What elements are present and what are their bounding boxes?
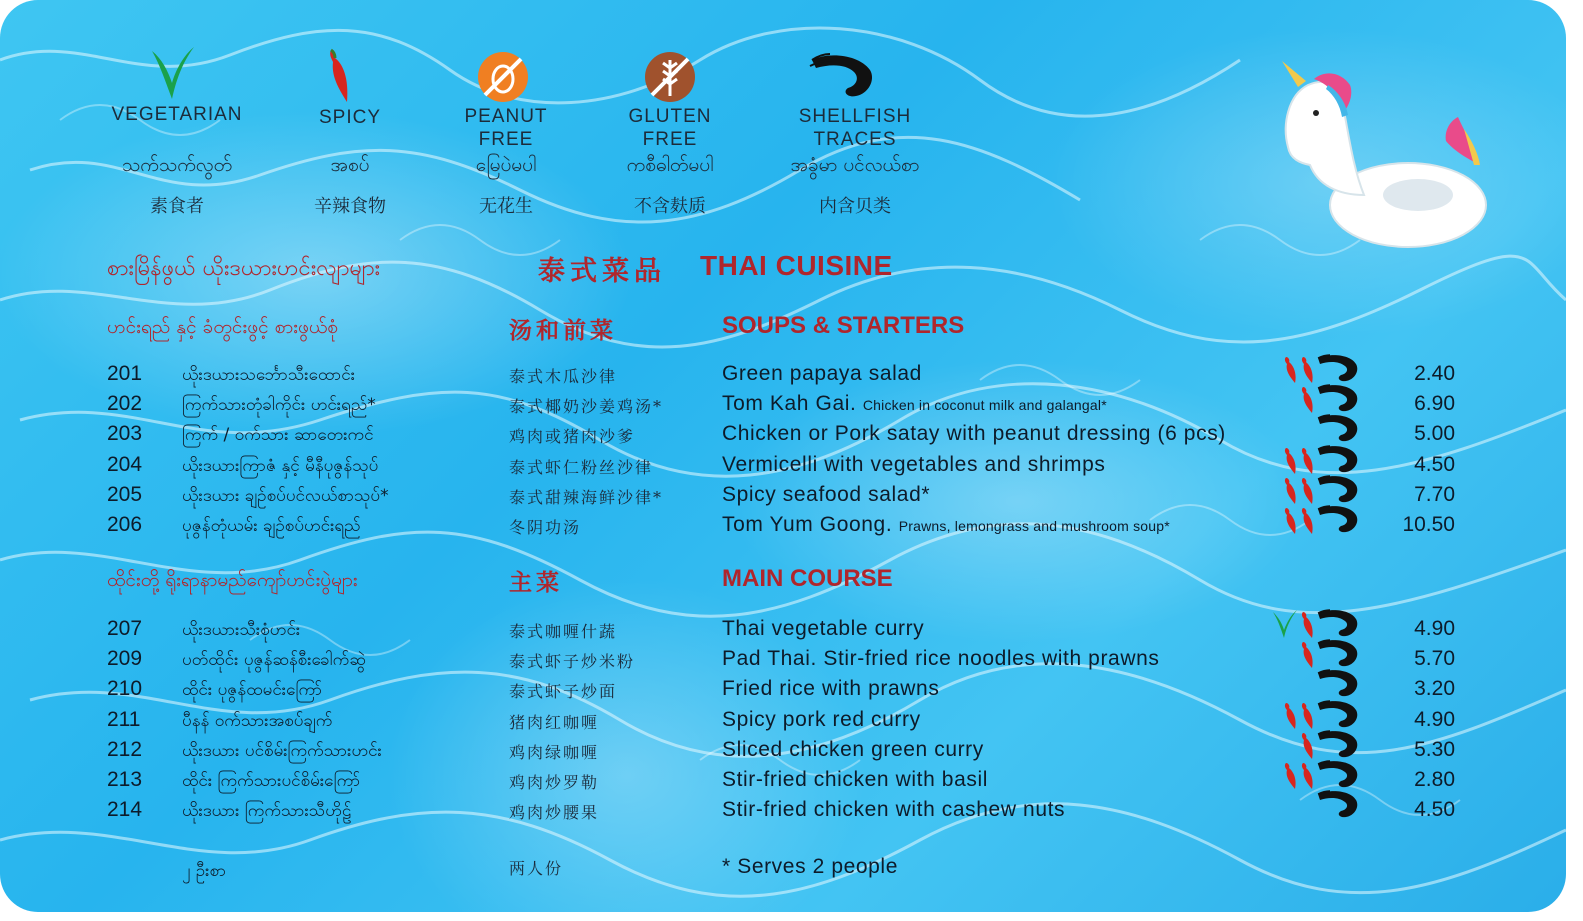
item-name-text: Tom Kah Gai. bbox=[722, 392, 857, 416]
item-name-chinese: 泰式虾子炒米粉 bbox=[509, 652, 636, 672]
legend-vegetarian-burmese: သက်သက်လွတ် bbox=[121, 154, 233, 176]
item-number: 202 bbox=[107, 392, 143, 416]
shrimp-icon bbox=[1316, 505, 1360, 535]
item-name bbox=[722, 677, 939, 701]
legend-shellfish-label: SHELLFISH TRACES bbox=[798, 106, 912, 150]
legend-gluten-free-chinese: 不含麸质 bbox=[634, 196, 706, 217]
footnote: * Serves 2 people bbox=[722, 855, 898, 878]
shrimp-icon bbox=[808, 52, 876, 102]
item-name bbox=[722, 392, 1107, 416]
item-name-burmese: ယိုးဒယားသီးစုံဟင်း bbox=[182, 620, 301, 640]
item-price: 5.70 bbox=[1414, 647, 1455, 671]
soups-heading-burmese: ဟင်းရည် နှင့် ခံတွင်းဖွင့် စားဖွယ်စုံ bbox=[107, 316, 338, 338]
item-name-text: Vermicelli with vegetables and shrimps bbox=[722, 452, 1106, 476]
unicorn-float-illustration bbox=[1268, 55, 1493, 250]
cuisine-title-chinese: 泰式菜品 bbox=[538, 256, 666, 287]
footnote-burmese: ၂ ဦးစာ bbox=[182, 861, 227, 881]
legend-gluten-free-label: GLUTEN FREE bbox=[628, 106, 712, 150]
item-name-chinese: 泰式甜辣海鲜沙律* bbox=[509, 487, 664, 507]
dietary-icons bbox=[1240, 635, 1360, 669]
item-description: Prawns, lemongrass and mushroom soup* bbox=[898, 518, 1170, 534]
item-name-chinese: 鸡肉炒腰果 bbox=[509, 803, 600, 823]
mains-heading-chinese: 主菜 bbox=[509, 569, 563, 596]
legend-spicy-chinese: 辛辣食物 bbox=[314, 196, 386, 217]
legend-vegetarian-chinese: 素食者 bbox=[150, 196, 204, 217]
item-name bbox=[722, 798, 1065, 822]
item-name-chinese: 鸡肉绿咖喱 bbox=[509, 742, 600, 762]
item-name-burmese: ထိုင်း ပုဇွန်ထမင်းကြော် bbox=[182, 680, 323, 701]
item-name-text: Sliced chicken green curry bbox=[722, 737, 984, 761]
item-name-chinese: 泰式虾子炒面 bbox=[509, 682, 618, 702]
item-number: 210 bbox=[107, 677, 143, 701]
item-name-text: Stir-fried chicken with basil bbox=[722, 768, 988, 791]
item-name-burmese: ထိုင်း ကြက်သားပင်စိမ်းကြော် bbox=[182, 771, 361, 791]
dietary-icons bbox=[1240, 501, 1360, 535]
soups-heading-chinese: 汤和前菜 bbox=[509, 317, 617, 344]
dietary-icons bbox=[1240, 471, 1360, 505]
item-number: 204 bbox=[107, 452, 143, 476]
dietary-icons bbox=[1240, 441, 1360, 475]
item-price: 4.90 bbox=[1414, 617, 1455, 640]
legend-peanut-free-chinese: 无花生 bbox=[479, 196, 533, 217]
item-price: 2.80 bbox=[1414, 768, 1455, 791]
item-name-text: Spicy pork red curry bbox=[722, 707, 921, 731]
item-name-chinese: 泰式咖喱什蔬 bbox=[509, 622, 618, 641]
item-name-chinese: 泰式木瓜沙律 bbox=[509, 367, 618, 386]
item-price: 6.90 bbox=[1414, 392, 1455, 416]
item-name-burmese: ယိုးဒယားသင်္ဘောသီးထောင်း bbox=[182, 365, 356, 385]
item-name bbox=[722, 513, 1170, 537]
item-name-burmese: ယိုးဒယား ပင်စိမ်းကြက်သားဟင်း bbox=[182, 740, 382, 761]
item-name bbox=[722, 708, 921, 732]
item-name-burmese: ပီနန် ဝက်သားအစပ်ချက် bbox=[182, 710, 333, 731]
item-number: 206 bbox=[107, 513, 143, 536]
cuisine-title-burmese: စားမြိန်ဖွယ် ယိုးဒယားဟင်းလျာများ bbox=[107, 256, 381, 281]
dietary-icons bbox=[1240, 410, 1360, 444]
item-price: 3.20 bbox=[1414, 677, 1455, 701]
item-number: 209 bbox=[107, 647, 143, 671]
item-number: 201 bbox=[107, 362, 143, 385]
item-price: 4.50 bbox=[1414, 798, 1455, 822]
item-name-chinese: 冬阴功汤 bbox=[509, 518, 582, 537]
legend-shellfish-chinese: 内含贝类 bbox=[819, 196, 891, 217]
item-price: 10.50 bbox=[1402, 513, 1455, 536]
chili-pepper-icon bbox=[325, 48, 355, 104]
item-name-text: Tom Yum Goong. bbox=[722, 513, 893, 536]
item-name-chinese: 泰式椰奶沙姜鸡汤* bbox=[509, 397, 664, 417]
item-name-text: Spicy seafood salad* bbox=[722, 482, 931, 506]
item-description: Chicken in coconut milk and galangal* bbox=[862, 397, 1107, 414]
chili-pepper-icon bbox=[1299, 507, 1315, 535]
chili-pepper-icon bbox=[1282, 507, 1298, 535]
mains-heading-burmese: ထိုင်းတို့ ရိုးရာနာမည်ကျော်ဟင်းပွဲများ bbox=[107, 569, 358, 591]
soups-heading: SOUPS & STARTERS bbox=[722, 312, 965, 339]
dietary-icons bbox=[1240, 726, 1360, 760]
item-number: 212 bbox=[107, 737, 143, 761]
dietary-icons bbox=[1240, 696, 1360, 730]
legend-spicy-label: SPICY bbox=[318, 107, 382, 128]
dietary-icons bbox=[1240, 380, 1360, 414]
item-name bbox=[722, 768, 988, 792]
item-number: 207 bbox=[107, 617, 143, 640]
legend-vegetarian-label: VEGETARIAN bbox=[111, 104, 243, 125]
item-name-burmese: ပုဇွန်တုံယမ်း ချဉ်စပ်ဟင်းရည် bbox=[182, 516, 361, 536]
item-number: 203 bbox=[107, 422, 143, 446]
legend-peanut-free-burmese: မြေပဲမပါ bbox=[475, 154, 537, 176]
dietary-icons bbox=[1240, 756, 1360, 790]
item-price: 4.50 bbox=[1414, 452, 1455, 476]
item-name-text: Pad Thai. Stir-fried rice noodles with prawns bbox=[722, 647, 1160, 671]
item-price: 2.40 bbox=[1414, 362, 1455, 385]
item-name bbox=[722, 453, 1105, 477]
legend-spicy-burmese: အစပ် bbox=[330, 154, 370, 176]
item-name bbox=[722, 647, 1159, 671]
legend-shellfish-burmese: အခွံမာ ပင်လယ်စာ bbox=[790, 154, 920, 176]
no-peanut-icon bbox=[476, 50, 530, 104]
item-name-chinese: 鸡肉炒罗勒 bbox=[509, 773, 600, 792]
item-number: 214 bbox=[107, 798, 143, 822]
item-price: 7.70 bbox=[1414, 482, 1455, 506]
mains-heading: MAIN COURSE bbox=[722, 565, 893, 592]
item-price: 4.90 bbox=[1414, 707, 1455, 731]
item-price: 5.00 bbox=[1414, 422, 1455, 446]
item-name bbox=[722, 362, 922, 386]
item-number: 211 bbox=[107, 707, 141, 731]
item-name-text: Green papaya salad bbox=[722, 362, 922, 385]
item-price: 5.30 bbox=[1414, 737, 1455, 761]
dietary-icons bbox=[1240, 605, 1360, 639]
item-name-text: Thai vegetable curry bbox=[722, 617, 925, 640]
item-name-text: Chicken or Pork satay with peanut dressing (6 pcs) bbox=[722, 422, 1226, 446]
cuisine-title: THAI CUISINE bbox=[700, 250, 893, 281]
legend-peanut-free-label: PEANUT FREE bbox=[464, 106, 548, 150]
item-name-burmese: ကြက်သားတုံခါကိုင်း ဟင်းရည်* bbox=[182, 395, 376, 416]
legend-gluten-free-burmese: ကစီဓါတ်မပါ bbox=[626, 154, 714, 176]
item-name-chinese: 猪肉红咖喱 bbox=[509, 712, 600, 732]
footnote-chinese: 两人份 bbox=[509, 859, 564, 878]
item-name-burmese: ယိုးဒယား ကြက်သားသီဟိုဠ် bbox=[182, 801, 352, 822]
item-name-chinese: 鸡肉或猪肉沙爹 bbox=[509, 427, 636, 447]
item-number: 205 bbox=[107, 482, 143, 506]
item-name-burmese: ပတ်ထိုင်း ပုဇွန်ဆန်စီးခေါက်ဆွဲ bbox=[182, 650, 366, 671]
vegetarian-leaf-icon bbox=[150, 45, 196, 101]
dietary-icons bbox=[1240, 665, 1360, 699]
no-gluten-icon bbox=[643, 50, 697, 104]
item-name bbox=[722, 738, 984, 762]
item-name-text: Stir-fried chicken with cashew nuts bbox=[722, 798, 1066, 822]
item-name-chinese: 泰式虾仁粉丝沙律 bbox=[509, 457, 654, 477]
item-name bbox=[722, 483, 930, 507]
item-name-text: Fried rice with prawns bbox=[722, 677, 940, 701]
item-number: 213 bbox=[107, 768, 143, 791]
item-name-burmese: ယိုးဒယား ချဉ်စပ်ပင်လယ်စာသုပ်* bbox=[182, 485, 389, 506]
dietary-icons bbox=[1240, 786, 1360, 820]
shrimp-icon bbox=[1316, 790, 1360, 820]
item-name-burmese: ကြက် / ဝက်သား ဆာတေးကင် bbox=[182, 425, 374, 446]
item-name bbox=[722, 422, 1226, 446]
item-name bbox=[722, 617, 924, 641]
dietary-icons bbox=[1240, 350, 1360, 384]
item-name-burmese: ယိုးဒယားကြာဇံ နှင့် မီနီပုဇွန်သုပ် bbox=[182, 455, 379, 476]
